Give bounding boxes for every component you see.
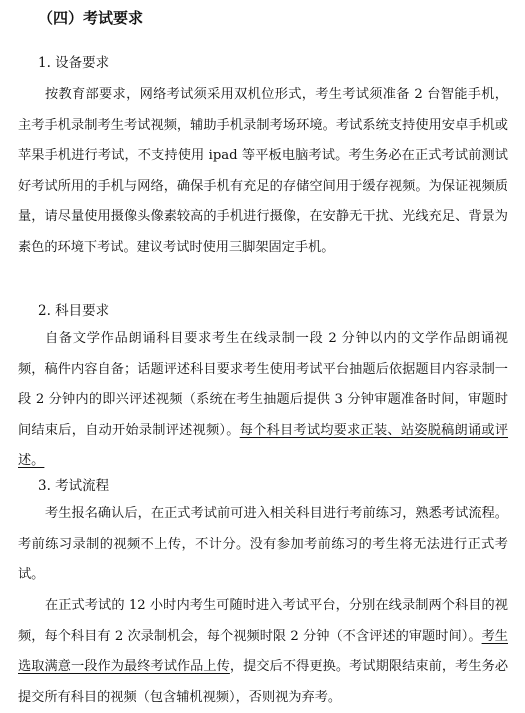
process-exam-text-before: 在正式考试的 12 小时内考生可随时进入考试平台，分别在线录制两个科目的视频，每个科目有 2 次录制机会，每个视频时限 2 分钟（不含评述的审题时间）。 <box>18 598 508 644</box>
process-exam-underlined: 考生选取满意一段作为最终考试作品上传 <box>18 628 508 674</box>
subsection-title-subject: 2. 科目要求 <box>38 303 110 319</box>
section-title: （四）考试要求 <box>38 9 144 27</box>
subject-requirements-text: 自备文学作品朗诵科目要求考生在线录制一段 2 分钟以内的文学作品朗诵视频，稿件内容自备；话题评述科目要求考生使用考试平台抽题后依据题目内容录制一段 2 分钟内的即兴评述视频（系统在考生抽题后提供 3 分钟审题准备时间，审题时间结束后，自动开始录制评述视频）。 <box>18 331 508 438</box>
process-exam-text-after: ，提交后不得更换。考试期限结束前，考生务必提交所有科目的视频（包含辅机视频），否则视为弃考。 <box>18 659 509 705</box>
subsection-title-device: 1. 设备要求 <box>38 55 110 71</box>
subject-requirements-underlined: 每个科目考试均要求正装、站姿脱稿朗诵或评述。 <box>18 422 509 468</box>
paragraph-process-exam <box>18 591 508 713</box>
subsection-title-process: 3. 考试流程 <box>38 478 110 494</box>
paragraph-subject-requirements <box>18 324 508 477</box>
paragraph-process-practice: 考生报名确认后，在正式考试前可进入相关科目进行考前练习，熟悉考试流程。考前练习录制的视频不上传，不计分。没有参加考前练习的考生将无法进行正式考试。 <box>18 506 508 582</box>
paragraph-device-requirements: 按教育部要求，网络考试须采用双机位形式，考生考试须准备 2 台智能手机，主考手机录制考生考试视频，辅助手机录制考场环境。考试系统支持使用安卓手机或苹果手机进行考试，不支持使用 ipad 等平板电脑考试。考生务必在正式考试前测试好考试所用的手机与网络，确保手机有充足的存储空间用于缓存视频。为保证视频质量，请尽量使用摄像头像素较高的手机进行摄像，在安静无干扰、光线充足、背景为素色的环境下考试。建议考试时使用三脚架固定手机。 <box>18 87 508 255</box>
